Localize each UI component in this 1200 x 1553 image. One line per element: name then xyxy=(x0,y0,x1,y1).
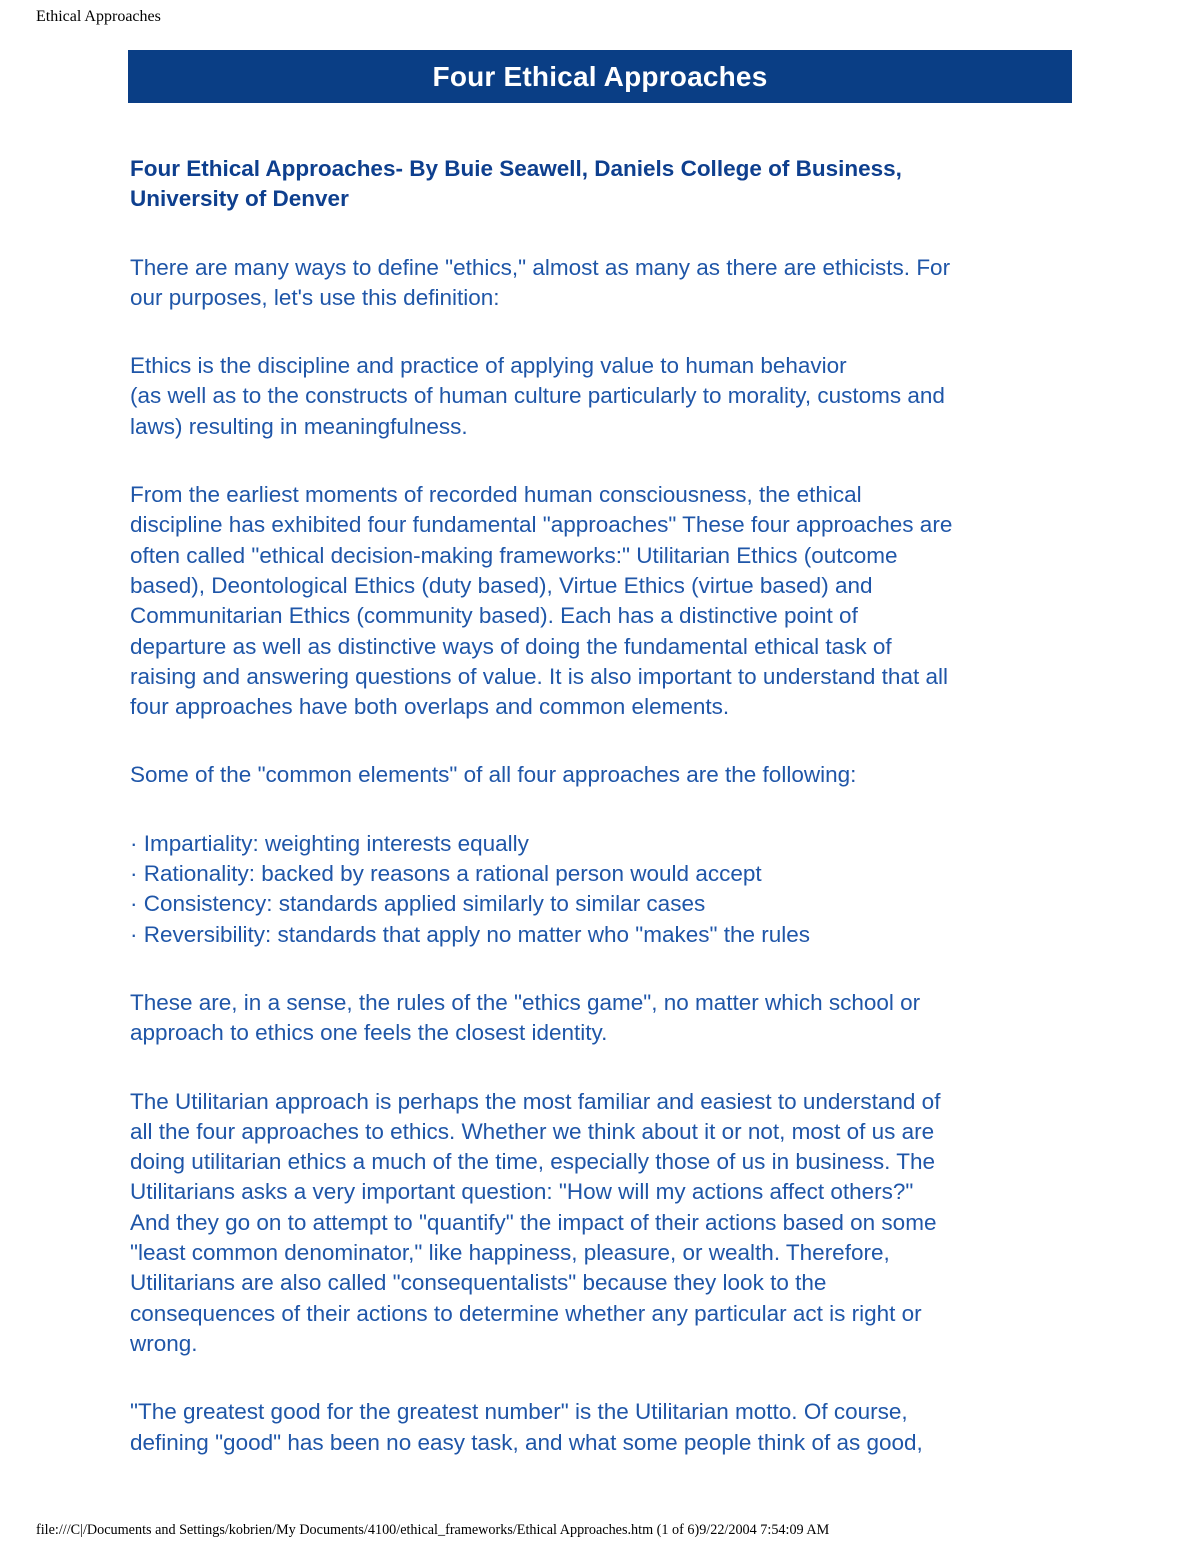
paragraph-definition-intro: There are many ways to define "ethics," almost as many as there are ethicists. For our purposes, let's use this definition: xyxy=(130,254,951,310)
list-item: · Consistency: standards applied similarly to similar cases xyxy=(130,891,706,917)
title-banner xyxy=(128,50,1072,103)
list-item: · Reversibility: standards that apply no matter who "makes" the rules xyxy=(130,921,811,947)
article-byline: Four Ethical Approaches- By Buie Seawell, Daniels College of Business, University of Denver xyxy=(130,156,902,212)
list-item: · Impartiality: weighting interests equally xyxy=(130,830,529,856)
article-body xyxy=(130,154,1070,1496)
common-elements-list xyxy=(130,829,1070,950)
banner-title: Four Ethical Approaches xyxy=(432,60,768,92)
list-item: · Rationality: backed by reasons a rational person would accept xyxy=(130,861,762,887)
paragraph-common-elements-intro: Some of the "common elements" of all four approaches are the following: xyxy=(130,762,857,788)
file-path-footer: file:///C|/Documents and Settings/kobrien/My Documents/4100/ethical_frameworks/Ethical Approaches.htm (1 of 6)9/22/2004 7:54:09 AM xyxy=(36,1522,830,1538)
paragraph-four-approaches: From the earliest moments of recorded human consciousness, the ethical discipline has exhibited four fundamental "approaches" These four approaches are often called "ethical decision-making frameworks:" Utilitarian Ethics (outcome based), Deontological Ethics (duty based), Virtue Ethics (virtue based) and Communitarian Ethics (community based). Each has a distinctive point of departure as well as distinctive ways of doing the fundamental ethical task of raising and answering questions of value. It is also important to understand that all four approaches have both overlaps and common elements. xyxy=(130,482,953,720)
paragraph-ethics-game: These are, in a sense, the rules of the "ethics game", no matter which school or approach to ethics one feels the closest identity. xyxy=(130,989,921,1046)
paragraph-utilitarian-motto: "The greatest good for the greatest number" is the Utilitarian motto. Of course, defining "good" has been no easy task, and what some people think of as good, xyxy=(130,1399,923,1455)
paragraph-ethics-definition: Ethics is the discipline and practice of applying value to human behavior (as well as to the constructs of human culture particularly to morality, customs and laws) resulting in meaningfulness. xyxy=(130,353,945,439)
paragraph-utilitarian-approach: The Utilitarian approach is perhaps the most familiar and easiest to understand of all the four approaches to ethics. Whether we think about it or not, most of us are doing utilitarian ethics a much of the time, especially those of us in business. The Utilitarians asks a very important question: "How will my actions affect others?" And they go on to attempt to "quantify" the impact of their actions based on some "least common denominator," like happiness, pleasure, or wealth. Therefore, Utilitarians are also called "consequentalists" because they look to the consequences of their actions to determine whether any particular act is right or wrong. xyxy=(130,1088,941,1356)
browser-page-title: Ethical Approaches xyxy=(36,8,161,25)
